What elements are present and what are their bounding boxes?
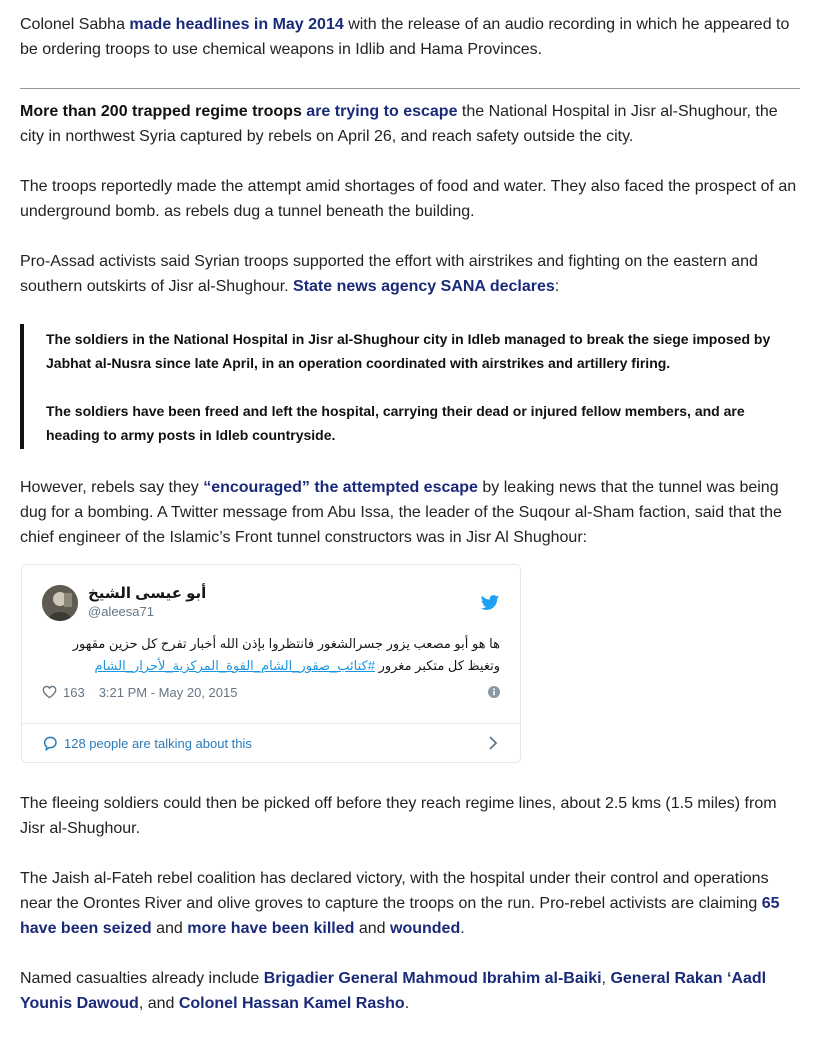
text: the National Hospital in Jisr al-Shughour, the city in northwest Syria captured by rebels on April 26, and reach safety outside the city. [20, 103, 778, 145]
text: Colonel Sabha [20, 16, 130, 33]
tweet-conversation-link[interactable] [22, 723, 520, 762]
tweet-header [42, 583, 500, 623]
divider [20, 88, 800, 89]
link-colonel-hassan[interactable]: Colonel Hassan Kamel Rasho [178, 995, 405, 1012]
quote-paragraph-2: The soldiers have been freed and left the hospital, carrying their dead or injured fellow members, and are heading to army posts in Idleb countryside. [46, 403, 745, 443]
link-encouraged-escape[interactable]: “encouraged” the attempted escape [203, 479, 478, 496]
talking-count-label: 128 people are talking about this [64, 735, 252, 751]
paragraph-intro [20, 12, 800, 62]
like-count[interactable]: 163 [63, 684, 85, 700]
text: Named casualties already include [20, 970, 264, 987]
text: with the release of an audio recording in which he appeared to be ordering troops to use chemical weapons in Idlib and Hama Provinces. [20, 16, 790, 58]
text: . [460, 920, 465, 937]
speech-bubble-icon [42, 735, 58, 751]
avatar[interactable] [42, 585, 78, 621]
text: and [354, 920, 390, 937]
paragraph-jaish-al-fateh [20, 866, 800, 941]
article-body [20, 0, 800, 1016]
link-65-seized[interactable]: 65 have been seized [20, 895, 780, 937]
info-icon[interactable] [488, 686, 500, 698]
text: However, rebels say they [20, 479, 204, 496]
text: , [601, 970, 611, 987]
link-brigadier-general[interactable]: Brigadier General Mahmoud Ibrahim al-Baiki [263, 970, 602, 987]
paragraph-fleeing [20, 791, 800, 841]
text: The troops reportedly made the attempt amid shortages of food and water. They also faced the prospect of an underground bomb. as rebels dug a tunnel beneath the building. [20, 178, 797, 220]
tweet-text-body: ها هو أبو مصعب يزور جسرالشغور فانتظروا بإذن الله أخبار تفرح كل حزين مقهور وتغيظ كل متكبر مغرور [72, 636, 500, 673]
link-trying-to-escape[interactable]: are trying to escape [301, 103, 458, 120]
text: by leaking news that the tunnel was being dug for a bombing. A Twitter message from Abu Issa, the leader of the Suqour al-Sham faction, said that the chief engineer of the Islamic’s Front tunnel constructors was in Jisr Al Shughour: [20, 479, 782, 546]
text: . [404, 995, 410, 1012]
paragraph-trapped-troops [20, 99, 800, 149]
tweet-text [42, 633, 500, 677]
link-sana[interactable]: State news agency SANA declares [293, 278, 555, 295]
text: Pro-Assad activists said Syrian troops supported the effort with airstrikes and fighting on the eastern and southern outskirts of Jisr al-Shughour. [20, 253, 758, 295]
embedded-tweet [21, 564, 521, 763]
text: : [554, 278, 560, 295]
paragraph-pro-assad [20, 249, 800, 299]
tweet-author-handle[interactable]: @aleesa71 [88, 604, 154, 619]
paragraph-rebels [20, 475, 800, 550]
tweet-timestamp[interactable]: 3:21 PM - May 20, 2015 [98, 684, 238, 700]
link-wounded[interactable]: wounded [390, 920, 461, 937]
heart-icon[interactable] [42, 685, 57, 699]
link-general-rakan[interactable]: General Rakan ‘Aadl Younis Dawoud [20, 970, 767, 1012]
avatar-image-icon [42, 585, 78, 621]
text: The fleeing soldiers could then be picked off before they reach regime lines, about 2.5 kms (1.5 miles) from Jisr al-Shughour. [20, 795, 777, 837]
paragraph-casualties [20, 966, 800, 1016]
tweet-author-name[interactable]: أبو عيسى الشيخ [88, 585, 207, 602]
chevron-right-icon [488, 736, 498, 750]
bold-lead: More than 200 trapped regime troops [20, 103, 302, 120]
link-killed[interactable]: more have been killed [187, 920, 355, 937]
twitter-bird-icon[interactable] [480, 593, 500, 613]
tweet-hashtag-link[interactable]: #كتائب_صقور_الشام_القوة_المركزية_لأحرار_الشام [94, 658, 375, 673]
text: The Jaish al-Fateh rebel coalition has declared victory, with the hospital under their control and operations near the Orontes River and olive groves to capture the troops on the run. Pro-rebel activists are claiming [20, 870, 769, 912]
blockquote-sana [20, 324, 800, 449]
text: and [151, 920, 188, 937]
link-headlines[interactable]: made headlines in May 2014 [129, 16, 344, 33]
paragraph-shortages [20, 174, 800, 224]
tweet-meta [42, 681, 500, 703]
quote-paragraph-1: The soldiers in the National Hospital in Jisr al-Shughour city in Idleb managed to break the siege imposed by Jabhat al-Nusra since late April, in an operation coordinated with airstrikes and artillery firing. [46, 331, 771, 371]
text: , and [138, 995, 179, 1012]
